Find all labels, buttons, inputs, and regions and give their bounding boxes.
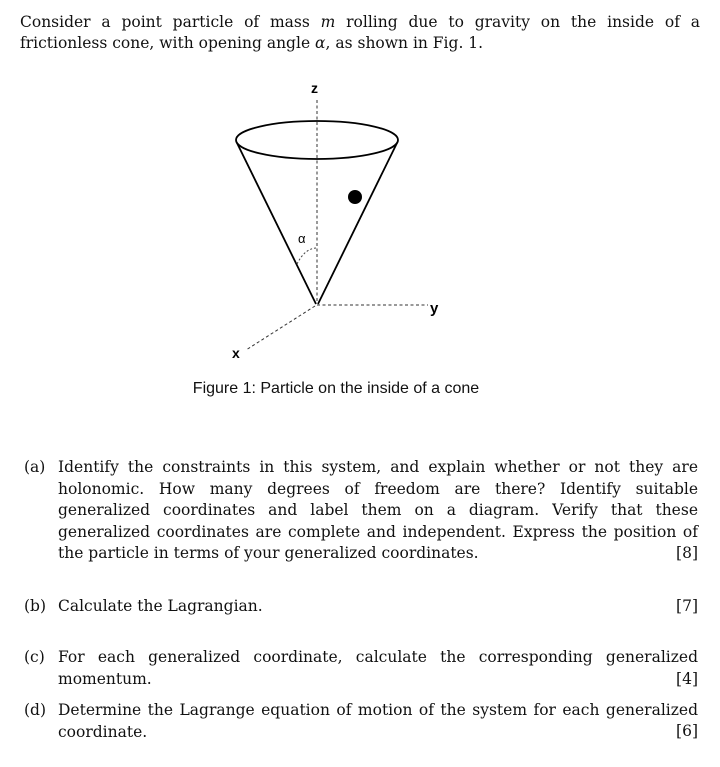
part-c [24,647,698,690]
y-axis-label: y [430,300,439,317]
part-b-text: Calculate the Lagrangian. [58,597,263,615]
part-b [24,596,698,618]
figure-caption: Figure 1: Particle on the inside of a cone [192,380,480,397]
part-c-marks: [4] [676,670,698,688]
alpha-symbol: α [315,34,326,52]
part-d-text: Determine the Lagrange equation of motion of the system for each generalized coordinate. [58,701,698,741]
part-b-marks: [7] [676,597,698,615]
part-d [24,700,698,743]
part-a-text: Identify the constraints in this system, and explain whether or not they are holonomic. How many degrees of freedom are there? Identify suitable generalized coordinates and label them on a diagram. Verify that these generalized coordinates are complete and independent. Express the position of the particle in terms of your generalized coordinates. [58,458,698,562]
part-d-marks: [6] [676,722,698,740]
angle-label: α [298,231,306,246]
cone-left-side [237,143,316,304]
part-a-marks: [8] [676,544,698,562]
x-axis-label: x [232,345,240,361]
part-b-label: (b) [24,597,47,615]
intro-text-2: rolling due to gravity on the inside of a frictionless cone, with opening angle [20,13,700,52]
intro-text-3: , as shown in Fig. 1. [325,34,484,52]
part-a-label: (a) [24,458,46,476]
part-c-text: For each generalized coordinate, calculate the corresponding generalized momentum. [58,648,698,688]
part-c-label: (c) [24,648,45,666]
angle-arc [297,248,317,264]
part-a [24,457,698,565]
z-axis-label: z [311,80,318,96]
cone-right-side [318,143,397,304]
x-axis [246,306,315,350]
particle [348,190,362,204]
part-d-label: (d) [24,701,47,719]
mass-symbol: m [320,13,336,31]
intro-text-1: Consider a point particle of mass [20,13,321,31]
